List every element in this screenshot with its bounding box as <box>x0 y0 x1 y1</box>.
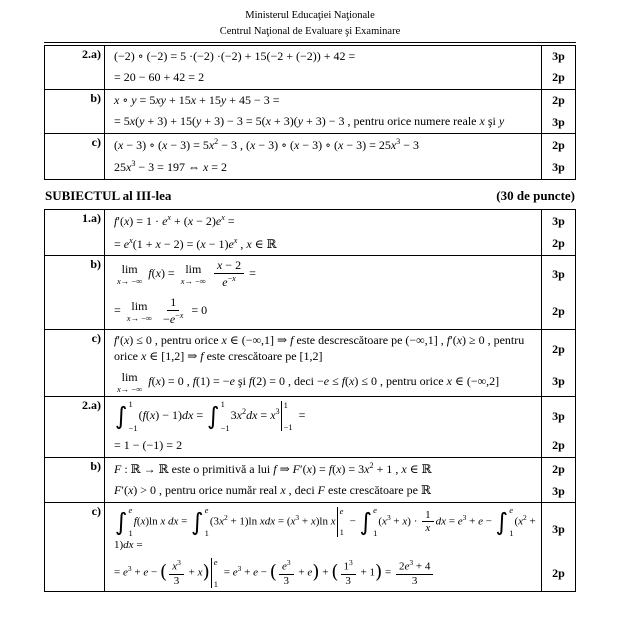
table-row <box>45 502 575 591</box>
points-cell: 2p <box>552 461 565 476</box>
ministry-title: Ministerul Educaţiei Naţionale <box>245 10 375 21</box>
points-cell: 3p <box>552 48 565 63</box>
table-row <box>45 133 575 179</box>
row-label: c) <box>45 134 105 179</box>
center-subtitle: Centrul Naţional de Evaluare şi Examinare <box>219 25 401 37</box>
solution-line: $f'(x) = 1 \cdot e^x + (x - 2)e^x$ = <box>105 210 542 233</box>
table-row <box>45 255 575 329</box>
solution-line: (−2) ∘ (−2) = 5 ·(−2) ·(−2) + 15(−2 + (−2)) + 42 = <box>105 46 542 68</box>
section-heading <box>45 188 575 204</box>
solution-line: F′(x) > 0 , pentru orice număr real x , deci F este crescătoare pe ℝ <box>105 480 542 502</box>
solution-line: F : ℝ → ℝ este o primitivă a lui f ⇒ $F'(x) = f(x) = 3x^2 + 1$ , x ∈ ℝ <box>105 458 542 481</box>
points-cell: 2p <box>552 70 565 85</box>
table-row <box>45 46 575 89</box>
solution-line: = 5x(y + 3) + 15(y + 3) − 3 = 5(x + 3)(y + 3) − 3 , pentru orice numere reale x şi y <box>105 111 542 133</box>
points-cell: 2p <box>552 565 565 580</box>
solution-line: ∫ e 1 f(x)ln x dx = ∫ e 1 $(3x^2 + 1)\ln$ xdx = $(x^3 + x)\ln$ x e 1 − ∫ e 1 $(x^3 + x)$ · $\frac{1}{x}$ dx = $e^3 + e$ − ∫ e 1 $(x^2 + 1)dx$ = <box>105 503 542 555</box>
table-row <box>45 329 575 396</box>
table-row <box>45 210 575 255</box>
solution-line: = 1 − (−1) = 2 <box>105 435 542 457</box>
solution-line: = $e^3 + e$ − ( $\frac{x^3}{3}$ + x) e 1 = $e^3 + e$ − ( $\frac{e^3}{3}$ + e) + ( $\frac{1^3}{3}$ + 1) = $\frac{2e^3 + 4}{3}$ <box>105 555 542 591</box>
section-points: (30 de puncte) <box>496 188 575 204</box>
row-label: 2.a) <box>45 397 105 457</box>
solution-line: = 20 − 60 + 42 = 2 <box>105 67 542 89</box>
solution-line: = $e^x(1 + x - 2) = (x - 1)e^x$ , x ∈ ℝ <box>105 233 542 256</box>
points-cell: 3p <box>552 374 565 389</box>
doc-header <box>44 8 576 40</box>
points-cell: 2p <box>552 438 565 453</box>
row-label: b) <box>45 458 105 502</box>
solution-line: f′(x) ≤ 0 , pentru orice x ∈ (−∞,1] ⇒ f este descrescătoare pe (−∞,1] , f′(x) ≥ 0 , pentru orice x ∈ [1,2] ⇒ f este crescătoare pe [1,2] <box>105 330 542 367</box>
solution-line: x ∘ y = 5xy + 15x + 15y + 45 − 3 = <box>105 90 542 112</box>
scoring-table-subject3 <box>44 209 576 592</box>
table-row <box>45 457 575 502</box>
points-cell: 2p <box>552 303 565 318</box>
solution-line: ∫ 1 −1 (f(x) − 1)dx = ∫ 1 −1 $3x^2dx = x^3$ 1 −1 = <box>105 397 542 435</box>
points-cell: 2p <box>552 92 565 107</box>
row-label: c) <box>45 503 105 591</box>
points-cell: 3p <box>552 213 565 228</box>
points-cell: 2p <box>552 137 565 152</box>
table-row <box>45 89 575 133</box>
solution-line: (x − 3) ∘ $(x - 3) = 5x^2 - 3$ , (x − 3) ∘ (x − 3) ∘ $(x - 3) = 25x^3 - 3$ <box>105 134 542 157</box>
points-cell: 2p <box>552 341 565 356</box>
points-cell: 3p <box>552 408 565 423</box>
points-cell: 2p <box>552 236 565 251</box>
row-label: b) <box>45 256 105 329</box>
solution-line: $25x^3 - 3 = 197$ ⇔ x = 2 <box>105 156 542 179</box>
solution-line: lim x→ −∞ f(x) = lim x→ −∞ $\frac{x - 2}{e^{-x}}$ = <box>105 256 542 293</box>
document-page <box>44 8 576 592</box>
header-rule <box>44 42 576 43</box>
row-label: 1.a) <box>45 210 105 255</box>
row-label: c) <box>45 330 105 396</box>
points-cell: 3p <box>552 521 565 536</box>
solution-line: lim x→ −∞ f(x) = 0 , f(1) = −e şi f(2) = 0 , deci −e ≤ f(x) ≤ 0 , pentru orice x ∈ (−∞,2] <box>105 368 542 397</box>
solution-line: = lim x→ −∞ $\frac{1}{-e^{-x}}$ = 0 <box>105 293 542 330</box>
points-cell: 3p <box>552 160 565 175</box>
row-label: 2.a) <box>45 46 105 89</box>
points-cell: 3p <box>552 114 565 129</box>
points-cell: 3p <box>552 483 565 498</box>
section-title: SUBIECTUL al III-lea <box>45 188 172 204</box>
row-label: b) <box>45 90 105 133</box>
scoring-table-subject2 <box>44 45 576 181</box>
points-cell: 3p <box>552 267 565 282</box>
table-row <box>45 396 575 457</box>
